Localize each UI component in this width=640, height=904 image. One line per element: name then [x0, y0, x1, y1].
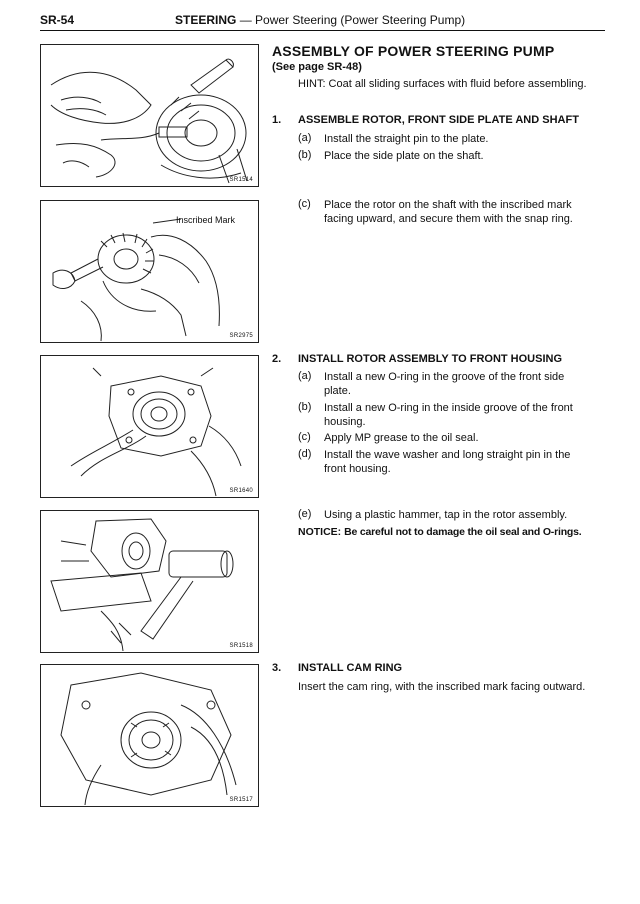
illustration-hammer — [41, 511, 258, 652]
step-2c-text: Apply MP grease to the oil seal. — [324, 432, 479, 444]
inscribed-mark-callout: Inscribed Mark — [176, 215, 236, 225]
figure-rotor-inscribed-mark — [40, 200, 259, 343]
step-1b-text: Place the side plate on the shaft. — [324, 150, 484, 162]
figure-cam-ring — [40, 664, 259, 807]
illustration-side-plate — [41, 45, 258, 186]
step-3-body: Insert the cam ring, with the inscribed mark facing outward. — [298, 681, 586, 693]
figure-front-housing-o-ring — [40, 355, 259, 498]
figure-code: SR1518 — [229, 643, 253, 649]
step-2d-text: Install the wave washer and long straight pin in the front housing. — [324, 449, 571, 475]
step-1b-label: (b) — [298, 149, 312, 161]
figure-code: SR1514 — [229, 177, 253, 183]
illustration-front-housing — [41, 356, 258, 497]
step-2e-label: (e) — [298, 508, 312, 520]
step-2-title: INSTALL ROTOR ASSEMBLY TO FRONT HOUSING — [298, 353, 563, 365]
step-2b-label: (b) — [298, 401, 312, 413]
step-1a-text: Install the straight pin to the plate. — [324, 133, 489, 145]
step-2c-label: (c) — [298, 431, 311, 443]
step-1a-label: (a) — [298, 132, 312, 144]
header-rule — [40, 30, 605, 31]
figure-code: SR1517 — [229, 797, 253, 803]
header-section: STEERING — [175, 13, 237, 27]
section-title: ASSEMBLY OF POWER STEERING PUMP — [272, 43, 555, 59]
step-2d-label: (d) — [298, 448, 312, 460]
header-title — [175, 13, 465, 27]
figure-side-plate-pin — [40, 44, 259, 187]
figure-code: SR2975 — [229, 333, 253, 339]
hint-text: HINT: Coat all sliding surfaces with fluid before assembling. — [298, 78, 587, 90]
step-1c-text: Place the rotor on the shaft with the inscribed mark facing upward, and secure them with the snap ring. — [324, 199, 573, 225]
page-header — [40, 10, 605, 30]
step-1-number: 1. — [272, 114, 282, 126]
header-subtitle: — Power Steering (Power Steering Pump) — [239, 13, 466, 27]
step-2a-text: Install a new O-ring in the groove of the front side plate. — [324, 371, 565, 397]
notice — [298, 525, 603, 539]
step-1c-label: (c) — [298, 198, 311, 210]
page-code: SR-54 — [40, 13, 75, 27]
step-3-number: 3. — [272, 662, 282, 674]
notice-text: Be careful not to damage the oil seal and O-rings. — [344, 526, 582, 538]
step-2-number: 2. — [272, 353, 282, 365]
figure-plastic-hammer — [40, 510, 259, 653]
step-2e-text: Using a plastic hammer, tap in the rotor assembly. — [324, 509, 568, 521]
step-2b-text: Install a new O-ring in the inside groove of the front housing. — [324, 402, 573, 428]
see-page-reference: (See page SR-48) — [272, 61, 362, 73]
illustration-cam-ring — [41, 665, 258, 806]
step-3-title: INSTALL CAM RING — [298, 662, 403, 674]
step-2a-label: (a) — [298, 370, 312, 382]
figure-code: SR1640 — [229, 488, 253, 494]
step-1-title: ASSEMBLE ROTOR, FRONT SIDE PLATE AND SHAFT — [298, 114, 579, 126]
notice-label: NOTICE: — [298, 526, 342, 538]
